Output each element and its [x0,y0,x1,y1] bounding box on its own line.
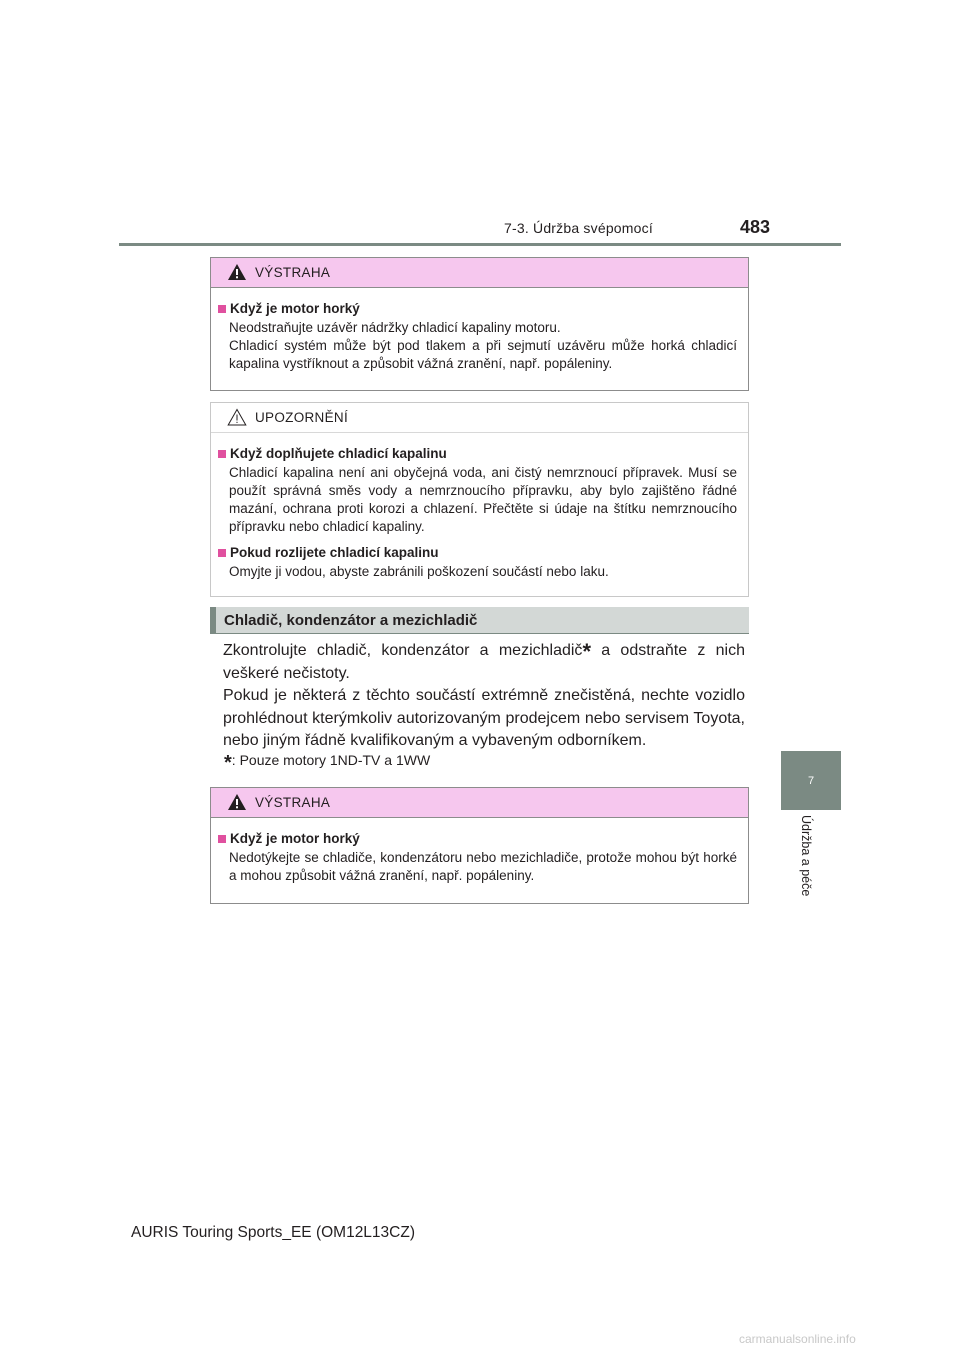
caution-body [211,433,748,595]
section-heading-bar [210,607,216,633]
section-heading [210,607,749,634]
caution-header [211,403,748,433]
warning-triangle-icon [227,793,247,811]
caution-triangle-icon [227,408,247,426]
warning-item-title: Když je motor horký [218,831,737,846]
chapter-number: 7 [807,774,815,787]
bullet-square-icon [218,305,226,313]
warning-label: VÝSTRAHA [255,795,331,810]
warning-triangle-icon [227,263,247,281]
caution-item-text: Omyjte ji vodou, abyste zabránili poškození součástí nebo laku. [229,564,609,579]
warning-item-text: Nedotýkejte se chladiče, kondenzátoru nebo mezichladiče, protože mohou být horké a mohou způsobit vážná zranění, např. popáleniny. [229,850,737,883]
warning-label: VÝSTRAHA [255,265,331,280]
caution-item-text: Chladicí kapalina není ani obyčejná voda, ani čistý nemrznoucí přípravek. Musí se použít správná směs vody a nemrznoucího přípravku, aby bylo zajištěno řádné mazání, ochrana proti korozi a chlazení. Přečtěte si údaje na štítku nemrznoucího přípravku nebo chladicí kapaliny. [229,465,737,534]
warning-header [211,258,748,288]
header-section-title: 7-3. Údržba svépomocí [504,220,653,236]
warning-header [211,788,748,818]
warning-box-radiator [210,787,749,904]
footnote: *: Pouze motory 1ND-TV a 1WW [224,752,431,774]
section-body [223,640,745,753]
footer-model: AURIS Touring Sports_EE (OM12L13CZ) [131,1224,415,1241]
warning-box-hot-engine [210,257,749,391]
warning-body [211,818,748,899]
caution-item-title: Pokud rozlijete chladicí kapalinu [218,545,737,560]
chapter-title-text: Údržba a péče [799,815,813,897]
caution-box-coolant [210,402,749,597]
paragraph: Pokud je některá z těchto součástí extrémně znečistěná, nechte vozidlo prohlédnout kterýmkoliv autorizovaným prodejcem nebo servisem Toyota, nebo jiným řádně kvalifikovaným a vybaveným odborníkem. [223,687,745,749]
asterisk-marker: * [224,752,232,774]
chapter-tab[interactable] [781,751,841,810]
chapter-title [797,815,817,915]
section-heading-text: Chladič, kondenzátor a mezichladič [224,612,478,629]
page-number: 483 [740,217,771,237]
caution-item-title: Když doplňujete chladicí kapalinu [218,446,737,461]
bullet-square-icon [218,835,226,843]
warning-item-text: Neodstraňujte uzávěr nádržky chladicí kapaliny motoru. Chladicí systém může být pod tlakem a při sejmutí uzávěru může horká chladicí kapalina vystříknout a způsobit vážná zranění, např. popáleniny. [229,320,737,371]
bullet-square-icon [218,450,226,458]
warning-body [211,288,748,387]
warning-item-title: Když je motor horký [218,301,737,316]
asterisk-marker: * [582,639,591,664]
bullet-square-icon [218,549,226,557]
caution-label: UPOZORNĚNÍ [255,410,349,425]
watermark: carmanualsonline.info [739,1332,856,1346]
paragraph: Zkontrolujte chladič, kondenzátor a mezichladič* a odstraňte z nich veškeré nečistoty. [223,639,745,682]
header-rule [119,243,841,246]
